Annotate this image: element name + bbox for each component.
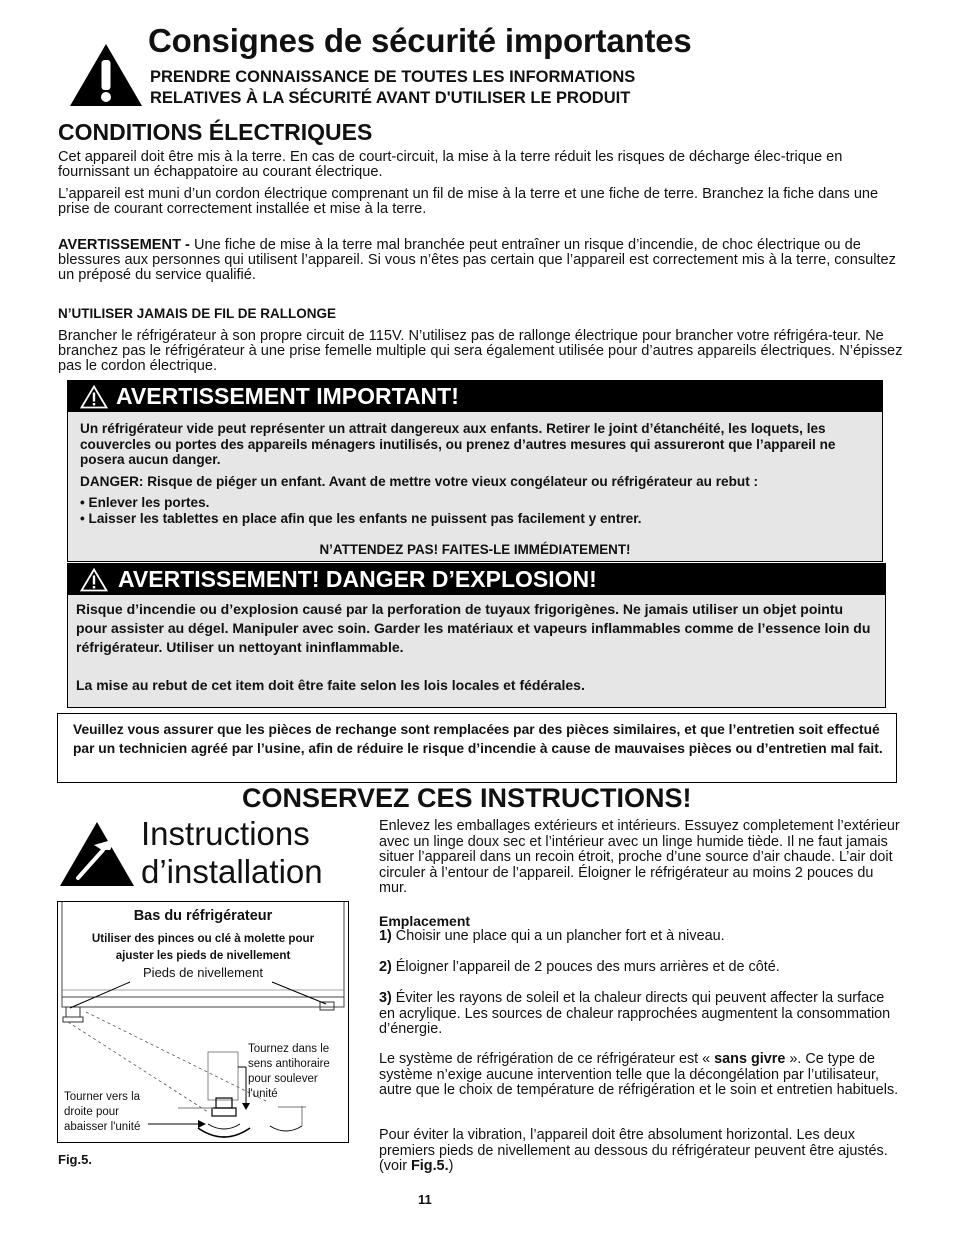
warning-paragraph bbox=[58, 238, 903, 284]
label-line: droite pour bbox=[64, 1106, 119, 1118]
paragraph bbox=[379, 1128, 904, 1175]
figure-caption: Fig.5. bbox=[58, 1152, 92, 1167]
warning-box-body bbox=[80, 421, 870, 526]
paragraph: Risque d’incendie ou d’explosion causé par la perforation de tuyaux frigorigènes. Ne jamais utiliser un objet pointu pour assister au dégel. Manipuler avec soin. Garder les matériaux et vapeurs inflammables comme de l’essence loin du réfrigérateur. Utiliser un nettoyant ininflammable. bbox=[76, 601, 871, 655]
step-item bbox=[379, 929, 904, 945]
warning-box-title: AVERTISSEMENT! DANGER D’EXPLOSION! bbox=[118, 566, 597, 592]
step-text: Éloigner l’appareil de 2 pouces des murs arrières et de côté. bbox=[391, 959, 780, 975]
step-number: 2) bbox=[379, 959, 392, 975]
warning-box-explosion bbox=[67, 563, 886, 708]
warning-triangle-icon bbox=[80, 385, 108, 409]
keep-instructions-heading: CONSERVEZ CES INSTRUCTIONS! bbox=[242, 783, 692, 813]
subtitle-line: RELATIVES À LA SÉCURITÉ AVANT D'UTILISER LE PRODUIT bbox=[150, 89, 631, 107]
warning-label: AVERTISSEMENT - bbox=[58, 237, 194, 253]
page-title: Consignes de sécurité importantes bbox=[148, 22, 692, 59]
step-number: 1) bbox=[379, 928, 392, 944]
emphasis-text: sans givre bbox=[714, 1051, 786, 1067]
warning-box-title: AVERTISSEMENT IMPORTANT! bbox=[116, 383, 459, 409]
text: Le système de réfrigération de ce réfrigérateur est « bbox=[379, 1051, 715, 1067]
paragraph: Enlevez les emballages extérieurs et intérieurs. Essuyez completement l’extérieur avec un linge doux sec et l’intérieur avec un linge humide tiède. Il ne faut jamais situer l’appareil dans un recoin étroit, proche d’une source d’air chaude. L’air doit circuler à l’entour de l’appareil. Éloigner le réfrigérateur au moins 2 pouces du mur. bbox=[379, 818, 900, 897]
subsection-heading: Emplacement bbox=[379, 913, 471, 929]
hammer-warning-icon bbox=[58, 820, 136, 888]
list-item: • Laisser les tablettes en place afin que les enfants ne puissent pas facilement y entrer. bbox=[80, 510, 642, 526]
label-line: abaisser l'unité bbox=[64, 1121, 141, 1133]
warning-box-body bbox=[76, 600, 876, 695]
figure-reference: Fig.5. bbox=[410, 1158, 449, 1175]
title-line: Instructions bbox=[141, 815, 310, 852]
label-line: Tournez dans le bbox=[248, 1043, 330, 1055]
notice-text: Veuillez vous assurer que les pièces de rechange sont remplacées par des pièces similaires, et que l’entretien soit effectué par un technicien agréé par l’usine, afin de réduire le risque d’incendie à cause de mauvaises pièces ou d’entretien mal fait. bbox=[73, 722, 883, 756]
subsection-heading: N’UTILISER JAMAIS DE FIL DE RALLONGE bbox=[58, 306, 337, 321]
paragraph: Un réfrigérateur vide peut représenter un attrait dangereux aux enfants. Retirer le joint d’étanchéité, les loquets, les couvercles ou portes des appareils ménagers inutilisés, ou prenez d’autres mesures qui assureront que l’appareil ne posera aucun danger. bbox=[80, 421, 836, 467]
raise-unit-label bbox=[248, 1042, 330, 1102]
installation-title bbox=[141, 815, 323, 891]
warning-box-footer: N’ATTENDEZ PAS! FAITES-LE IMMÉDIATEMENT! bbox=[319, 542, 631, 557]
figure-subtitle bbox=[58, 931, 348, 964]
step-item bbox=[379, 991, 904, 1038]
section-heading-electrical: CONDITIONS ÉLECTRIQUES bbox=[58, 119, 373, 145]
figure-subtitle-line: Utiliser des pinces ou clé à molette pour bbox=[91, 932, 315, 945]
subtitle-line: PRENDRE CONNAISSANCE DE TOUTES LES INFORMATIONS bbox=[150, 68, 636, 86]
lower-unit-label bbox=[64, 1090, 140, 1135]
text: ». Ce type de système n’exige aucune intervention telle que la décongélation par l’utilisateur, autre que le choix de température de réfrigération et le soin et entretien habituels. bbox=[379, 1051, 899, 1099]
text: Pour éviter la vibration, l’appareil doit être absolument horizontal. Les deux premiers pieds de nivellement au dessous du réfrigérateur peuvent être ajustés. (voir bbox=[379, 1127, 888, 1175]
notice-box bbox=[57, 713, 897, 783]
list-item: • Enlever les portes. bbox=[80, 495, 210, 510]
label-line: sens antihoraire bbox=[248, 1058, 330, 1070]
title-line: d’installation bbox=[141, 853, 323, 890]
step-text: Choisir une place qui a un plancher fort et à niveau. bbox=[391, 928, 725, 944]
figure-title: Bas du réfrigérateur bbox=[133, 908, 273, 924]
figure-subtitle-line: ajuster les pieds de nivellement bbox=[115, 948, 291, 962]
warning-box-header bbox=[68, 564, 885, 595]
warning-box-header bbox=[68, 381, 882, 412]
warning-box-important bbox=[67, 380, 883, 562]
paragraph bbox=[379, 1052, 904, 1099]
step-number: 3) bbox=[379, 990, 392, 1006]
step-text: Éviter les rayons de soleil et la chaleur directs qui peuvent affecter la surface en acrylique. Les sources de chaleur rapprochées augmentent la consommation d’énergie. bbox=[379, 990, 891, 1038]
warning-triangle-icon bbox=[80, 568, 108, 592]
warning-text: Une fiche de mise à la terre mal branchée peut entraîner un risque d’incendie, de choc électrique ou de blessures aux personnes qui utilisent l’appareil. Si vous n’êtes pas certain que l’appareil est correctement mis à la terre, consultez un préposé du service qualifié. bbox=[58, 237, 896, 284]
text: ) bbox=[448, 1158, 454, 1175]
label-line: pour soulever bbox=[248, 1073, 318, 1085]
warning-triangle-icon bbox=[68, 42, 144, 108]
paragraph: Brancher le réfrigérateur à son propre circuit de 115V. N’utilisez pas de rallonge électrique pour brancher votre réfrigéra-teur. Ne branchez pas le réfrigérateur à une prise femelle multiple qui sera également utilisée pour d’autres appareils électriques. N’épissez pas le cordon électrique. bbox=[58, 328, 903, 375]
paragraph: L’appareil est muni d’un cordon électrique comprenant un fil de mise à la terre et une fiche de terre. Branchez la fiche dans une prise de courant correctement installée et mise à la terre. bbox=[58, 186, 879, 218]
page-subtitle bbox=[150, 67, 635, 109]
paragraph: Cet appareil doit être mis à la terre. En cas de court-circuit, la mise à la terre réduit les risques de décharge élec-trique en fournissant un échappatoire au courant électrique. bbox=[58, 149, 843, 181]
label-line: l'unité bbox=[248, 1088, 278, 1100]
figure-leveling-legs bbox=[57, 901, 349, 1143]
page-number: 11 bbox=[418, 1192, 432, 1207]
step-item bbox=[379, 960, 904, 976]
leveling-legs-label: Pieds de nivellement bbox=[143, 965, 263, 980]
paragraph: DANGER: Risque de piéger un enfant. Avant de mettre votre vieux congélateur ou réfrigérateur au rebut : bbox=[80, 473, 759, 489]
label-line: Tourner vers la bbox=[64, 1091, 141, 1103]
paragraph: La mise au rebut de cet item doit être faite selon les lois locales et fédérales. bbox=[76, 677, 585, 693]
